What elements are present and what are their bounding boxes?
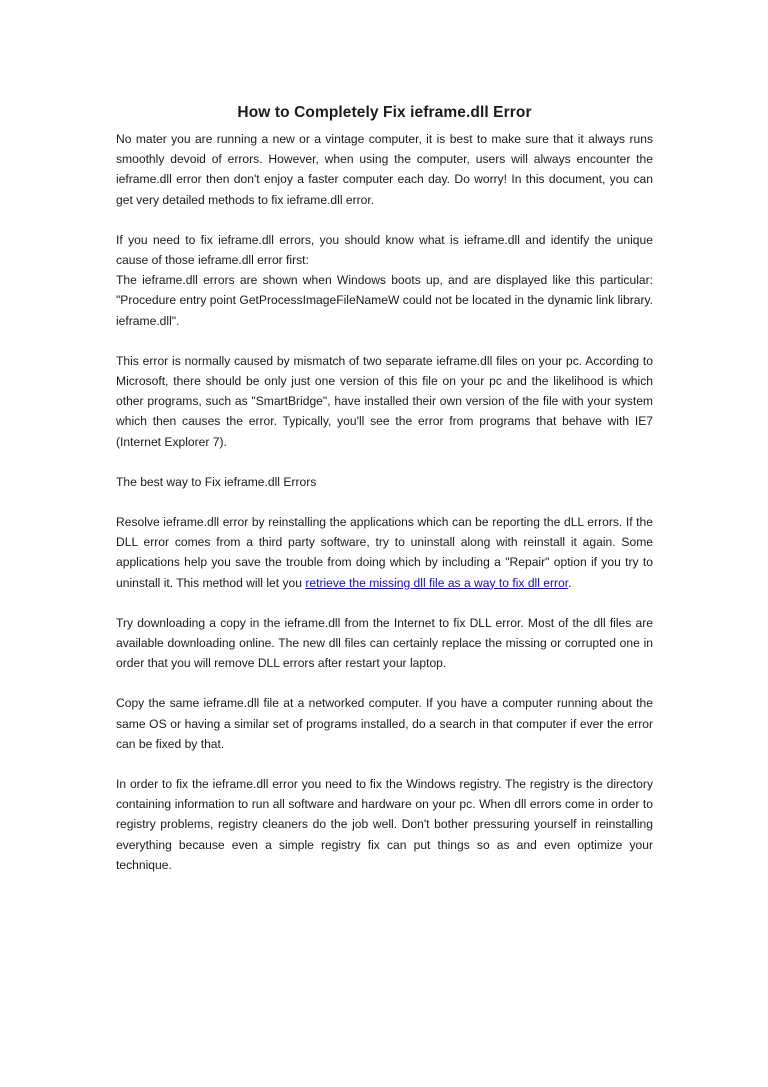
paragraph-spacer [116,210,653,230]
paragraph-spacer [116,593,653,613]
reinstall-text-end: . [568,575,572,590]
document-page [116,103,653,875]
paragraph-spacer [116,673,653,693]
reinstall-paragraph [116,512,653,593]
paragraph-spacer [116,492,653,512]
copy-file-paragraph: Copy the same ieframe.dll file at a networked computer. If you have a computer running about the same OS or having a similar set of programs installed, do a search in that computer if ever the error can be fixed by that. [116,696,653,751]
paragraph-spacer [116,754,653,774]
registry-paragraph: In order to fix the ieframe.dll error you need to fix the Windows registry. The registry is the directory containing information to run all software and hardware on your pc. When dll errors come in order to registry problems, registry cleaners do the job well. Don't bother pressuring yourself in reinstalling everything because even a simple registry fix can put things so as and even optimize your technique. [116,777,653,872]
retrieve-dll-link[interactable]: retrieve the missing dll file as a way to fix dll error [305,575,569,590]
cause-intro-paragraph: If you need to fix ieframe.dll errors, you should know what is ieframe.dll and identify the unique cause of those ieframe.dll error first: [116,232,653,268]
section-heading: The best way to Fix ieframe.dll Errors [116,474,317,489]
paragraph-spacer [116,452,653,472]
download-paragraph: Try downloading a copy in the ieframe.dll from the Internet to fix DLL error. Most of the dll files are available downloading online. The new dll files can certainly replace the missing or corrupted one in order that you will remove DLL errors after restart your laptop. [116,615,653,671]
intro-paragraph: No mater you are running a new or a vintage computer, it is best to make sure that it always runs smoothly devoid of errors. However, when using the computer, users will always encounter the ieframe.dll error then don't enjoy a faster computer each day. Do worry! In this document, you can get very detailed methods to fix ieframe.dll error. [116,132,653,207]
error-message-paragraph: The ieframe.dll errors are shown when Windows boots up, and are displayed like this particular: "Procedure entry point GetProcessImageFileNameW could not be located in the dynamic link library. ieframe.dll". [116,273,653,328]
cause-explanation-paragraph: This error is normally caused by mismatch of two separate ieframe.dll files on your pc. According to Microsoft, there should be only just one version of this file on your pc and the likelihood is which other programs, such as "SmartBridge", have installed their own version of the file with your system which then causes the error. Typically, you'll see the error from programs that behave with IE7 (Internet Explorer 7). [116,353,653,449]
reinstall-text: Resolve ieframe.dll error by reinstalling the applications which can be reporting the dLL errors. If the DLL error comes from a third party software, try to uninstall along with reinstall it again. Some applications help you save the trouble from doing which by including a "Repair" option if you try to uninstall it. This method will let you [116,515,653,590]
paragraph-spacer [116,331,653,351]
document-title: How to Completely Fix ieframe.dll Error [237,104,532,121]
